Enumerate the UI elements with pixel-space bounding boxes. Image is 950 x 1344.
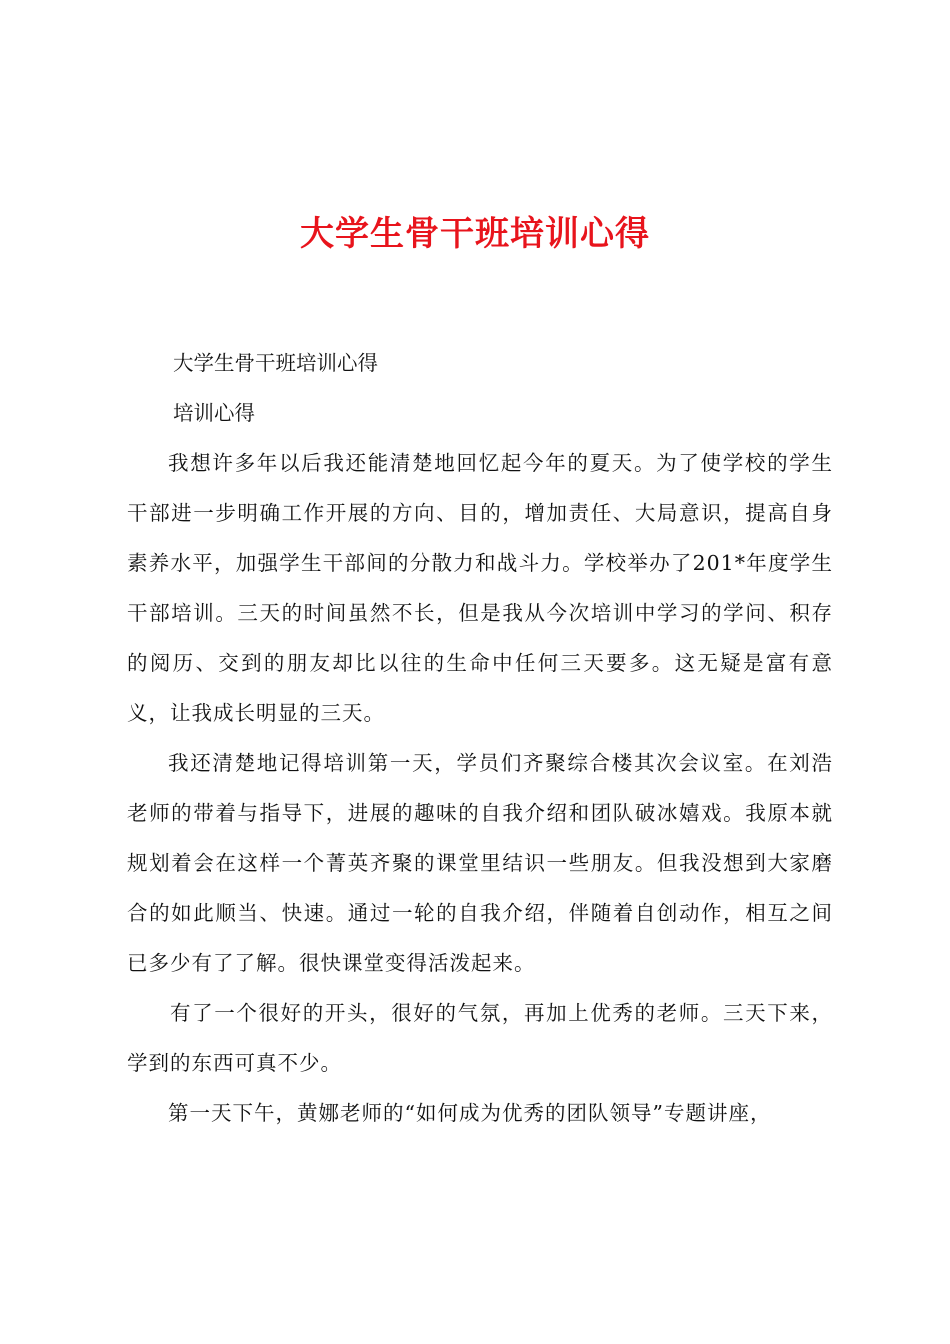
body-heading-line: 大学生骨干班培训心得 — [173, 351, 378, 375]
body-subheading-line: 培训心得 — [173, 401, 255, 425]
document-body — [127, 338, 833, 1138]
paragraph-1: 我想许多年以后我还能清楚地回忆起今年的夏天。为了使学校的学生干部进一步明确工作开展的方向、目的，增加责任、大局意识，提高自身素养水平，加强学生干部间的分散力和战斗力。学校举办了201*年度学生干部培训。三天的时间虽然不长，但是我从今次培训中学习的学问、积存的阅历、交到的朋友却比以往的生命中任何三天要多。这无疑是富有意义，让我成长明显的三天。 — [127, 451, 833, 725]
document-title: 大学生骨干班培训心得 — [300, 214, 650, 254]
paragraph-4: 第一天下午，黄娜老师的“如何成为优秀的团队领导”专题讲座， — [168, 1101, 772, 1125]
paragraph-3: 有了一个很好的开头，很好的气氛，再加上优秀的老师。三天下来，学到的东西可真不少。 — [127, 1001, 833, 1075]
paragraph-2: 我还清楚地记得培训第一天，学员们齐聚综合楼其次会议室。在刘浩老师的带着与指导下，进展的趣味的自我介绍和团队破冰嬉戏。我原本就规划着会在这样一个菁英齐聚的课堂里结识一些朋友。但我没想到大家磨合的如此顺当、快速。通过一轮的自我介绍，伴随着自创动作，相互之间已多少有了了解。很快课堂变得活泼起来。 — [127, 751, 833, 975]
